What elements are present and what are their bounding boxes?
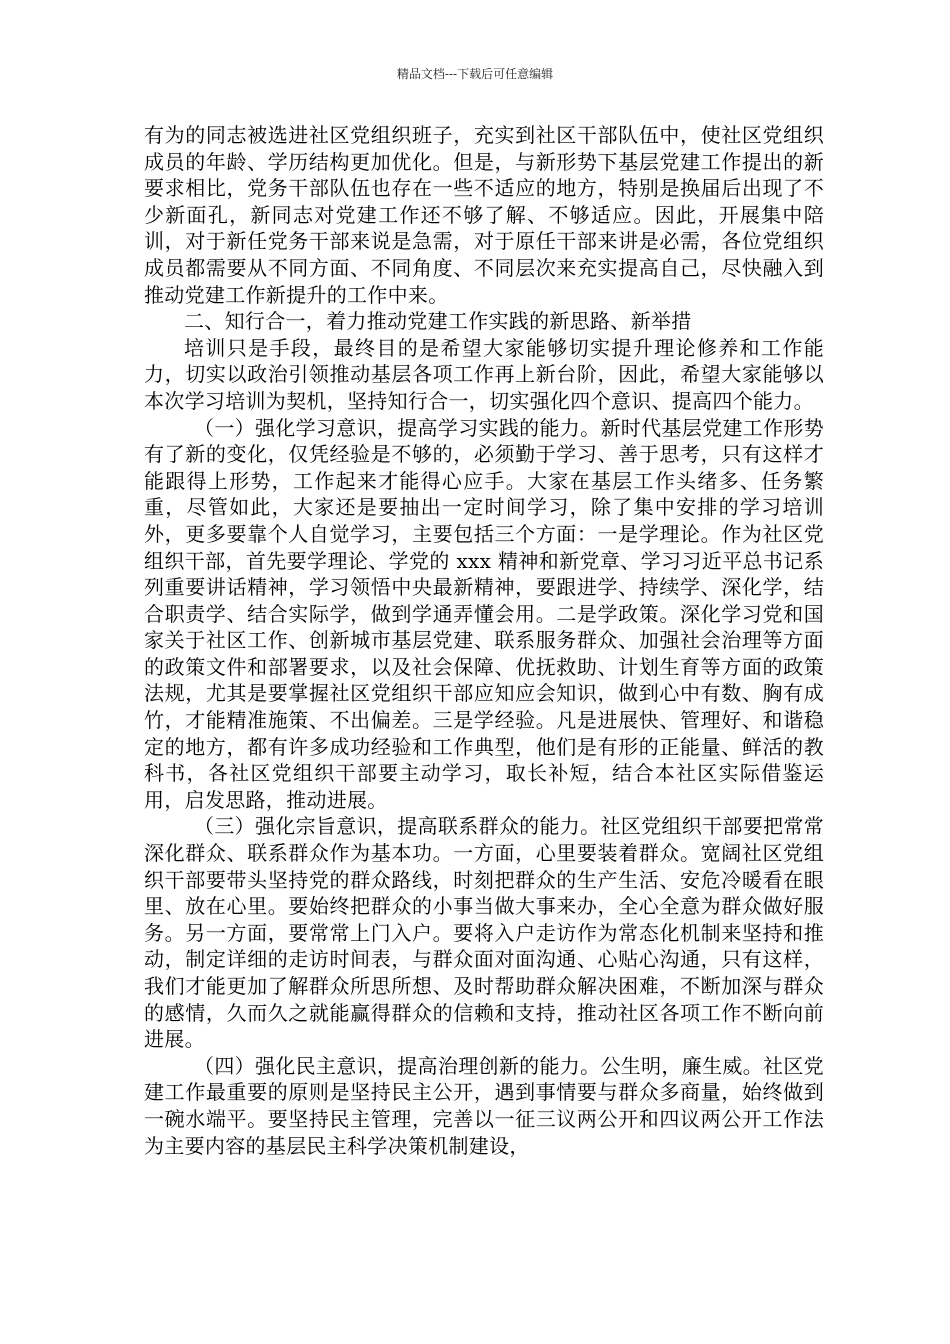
paragraph-democracy-awareness: （四）强化民主意识，提高治理创新的能力。公生明，廉生威。社区党建工作最重要的原则是坚持民主公开，遇到事情要与群众多商量，始终做到一碗水端平。要坚持民主管理，完善以一征三议两公开和四议两公开工作法为主要内容的基层民主科学决策机制建设， <box>144 1053 824 1158</box>
paragraph-purpose-awareness: （三）强化宗旨意识，提高联系群众的能力。社区党组织干部要把常常深化群众、联系群众作为基本功。一方面，心里要装着群众。宽阔社区党组织干部要带头坚持党的群众路线，时刻把群众的生产生活、安危冷暖看在眼里、放在心里。要始终把群众的小事当做大事来办，全心全意为群众做好服务。另一方面，要常常上门入户。要将入户走访作为常态化机制来坚持和推动，制定详细的走访时间表，与群众面对面沟通、心贴心沟通，只有这样，我们才能更加了解群众所思所想、及时帮助群众解决困难，不断加深与群众的感情，久而久之就能赢得群众的信赖和支持，推动社区各项工作不断向前进展。 <box>144 814 824 1052</box>
page-header: 精品文档---下载后可任意编辑 <box>396 67 554 81</box>
paragraph-continuation: 有为的同志被选进社区党组织班子，充实到社区干部队伍中，使社区党组织成员的年龄、学历结构更加优化。但是，与新形势下基层党建工作提出的新要求相比，党务干部队伍也存在一些不适应的地方，特别是换届后出现了不少新面孔，新同志对党建工作还不够了解、不够适应。因此，开展集中陪训，对于新任党务干部来说是急需，对于原任干部来讲是必需，各位党组织成员都需要从不同方面、不同角度、不同层次来充实提高自己，尽快融入到推动党建工作新提升的工作中来。 <box>144 123 824 307</box>
paragraph-learning-awareness: （一）强化学习意识，提高学习实践的能力。新时代基层党建工作形势有了新的变化，仅凭经验是不够的，必须勤于学习、善于思考，只有这样才能跟得上形势，工作起来才能得心应手。大家在基层工作头绪多、任务繁重，尽管如此，大家还是要抽出一定时间学习，除了集中安排的学习培训外，更多要靠个人自觉学习，主要包括三个方面：一是学理论。作为社区党组织干部，首先要学理论、学党的 xxx 精神和新党章、学习习近平总书记系列重要讲话精神，学习领悟中央最新精神，要跟进学、持续学、深化学，结合职责学、结合实际学，做到学通弄懂会用。二是学政策。深化学习党和国家关于社区工作、创新城市基层党建、联系服务群众、加强社会治理等方面的政策文件和部署要求，以及社会保障、优抚救助、计划生育等方面的政策法规，尤其是要掌握社区党组织干部应知应会知识，做到心中有数、胸有成竹，才能精准施策、不出偏差。三是学经验。凡是进展快、管理好、和谐稳定的地方，都有许多成功经验和工作典型，他们是有形的正能量、鲜活的教科书，各社区党组织干部要主动学习，取长补短，结合本社区实际借鉴运用，启发思路，推动进展。 <box>144 415 824 812</box>
section-heading-two: 二、知行合一，着力推动党建工作实践的新思路、新举措 <box>184 309 692 334</box>
paragraph-training-purpose: 培训只是手段，最终目的是希望大家能够切实提升理论修养和工作能力，切实以政治引领推动基层各项工作再上新台阶，因此，希望大家能够以本次学习培训为契机，坚持知行合一，切实强化四个意识、提高四个能力。 <box>144 335 824 413</box>
document-body <box>144 122 824 1159</box>
